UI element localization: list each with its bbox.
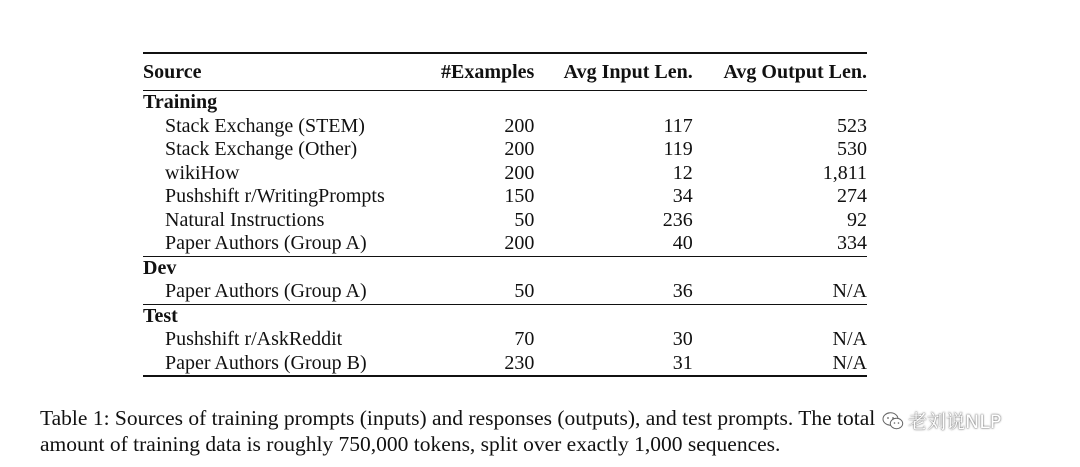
section-title-row (143, 256, 867, 280)
cell-examples: 150 (504, 185, 535, 207)
data-table-container (143, 52, 867, 377)
header-examples: #Examples (441, 61, 535, 83)
cell-avg-output: N/A (693, 352, 867, 377)
sources-table (143, 52, 867, 377)
cell-avg-output: 92 (847, 208, 867, 231)
cell-examples: 200 (504, 114, 535, 137)
table-row (143, 232, 867, 256)
cell-avg-output: 1,811 (822, 161, 867, 184)
cell-avg-output: N/A (832, 280, 867, 302)
header-avg-output: Avg Output Len. (723, 61, 867, 83)
section-title-row (143, 304, 867, 328)
section-title-test: Test (143, 304, 178, 327)
caption-line-1: Table 1: Sources of training prompts (inputs) and responses (outputs), and test prompts. The total (40, 406, 876, 430)
cell-source: Stack Exchange (Other) (165, 138, 358, 160)
cell-examples: 230 (427, 352, 534, 377)
cell-avg-output: N/A (832, 328, 867, 350)
cell-source: Pushshift r/WritingPrompts (165, 185, 385, 207)
table-row (143, 352, 867, 377)
cell-avg-output: 334 (837, 232, 867, 254)
cell-examples: 50 (514, 208, 535, 231)
cell-avg-input: 12 (672, 161, 693, 184)
cell-avg-output: 523 (837, 114, 867, 137)
table-body (143, 91, 867, 377)
cell-avg-input: 236 (662, 208, 693, 231)
cell-examples: 70 (514, 328, 535, 350)
table-row (143, 328, 867, 352)
section-title-dev: Dev (143, 256, 177, 279)
cell-avg-output: 530 (837, 138, 867, 160)
cell-avg-input: 30 (672, 328, 693, 350)
cell-avg-output: 274 (837, 185, 867, 207)
watermark-text: 老刘说NLP (908, 411, 1002, 433)
header-source: Source (143, 61, 202, 83)
table-row (143, 138, 867, 162)
table-row (143, 209, 867, 233)
cell-examples: 200 (504, 232, 535, 254)
cell-source: wikiHow (165, 161, 240, 184)
section-title-training: Training (143, 91, 218, 113)
table-row (143, 162, 867, 186)
watermark (882, 407, 1001, 434)
cell-avg-input: 117 (663, 114, 693, 137)
cell-source: Stack Exchange (STEM) (165, 114, 365, 137)
cell-avg-input: 119 (663, 138, 693, 160)
cell-examples: 50 (514, 280, 535, 302)
cell-source: Paper Authors (Group B) (143, 352, 427, 377)
cell-source: Paper Authors (Group A) (165, 232, 367, 254)
table-row (143, 280, 867, 304)
cell-avg-input: 36 (672, 280, 693, 302)
cell-examples: 200 (504, 138, 535, 160)
wechat-icon (882, 411, 904, 431)
table-row (143, 185, 867, 209)
cell-source: Natural Instructions (165, 208, 325, 231)
cell-avg-input: 40 (672, 232, 693, 254)
cell-avg-input: 31 (534, 352, 692, 377)
caption-line-2: amount of training data is roughly 750,000 tokens, split over exactly 1,000 sequences. (40, 432, 781, 456)
cell-examples: 200 (504, 161, 535, 184)
cell-source: Paper Authors (Group A) (165, 280, 367, 302)
header-avg-input: Avg Input Len. (563, 61, 693, 83)
section-title-row (143, 91, 867, 115)
table-header-row (143, 53, 867, 91)
cell-source: Pushshift r/AskReddit (165, 328, 343, 350)
cell-avg-input: 34 (672, 185, 693, 207)
table-row (143, 115, 867, 139)
